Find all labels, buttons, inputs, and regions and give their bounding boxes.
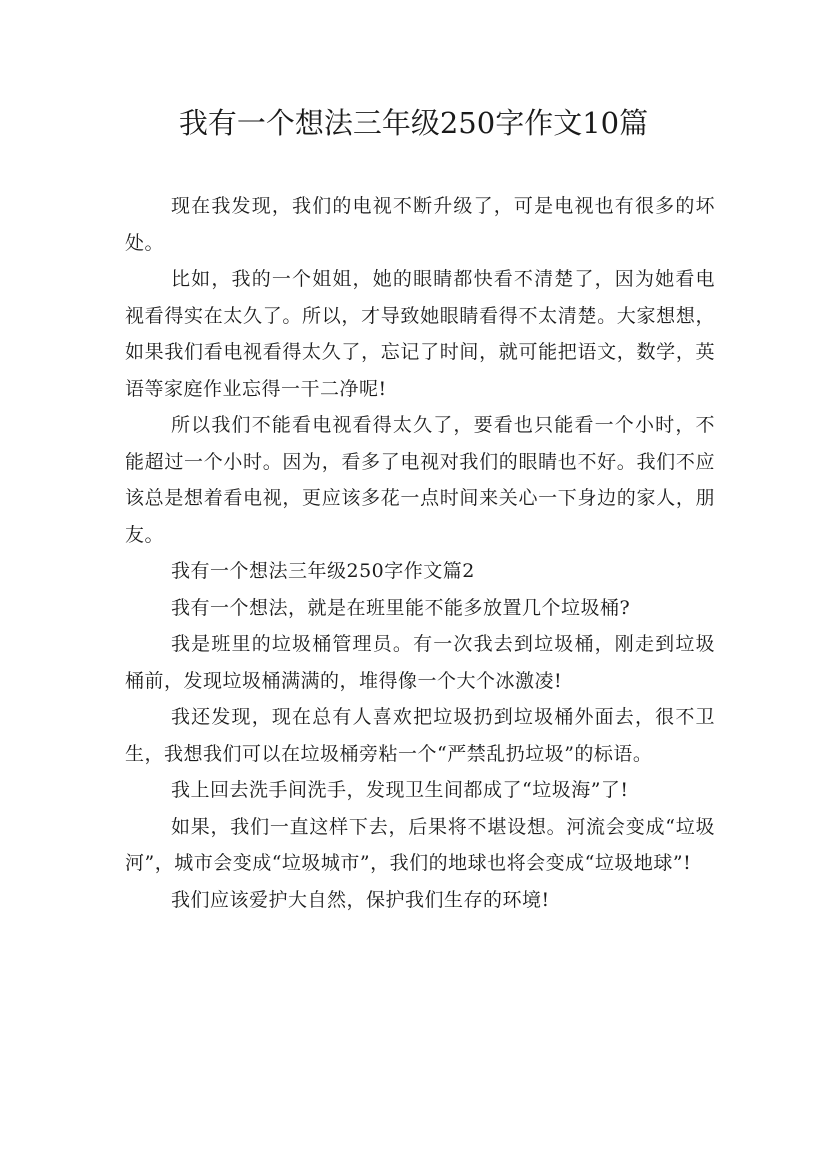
document-body — [125, 188, 715, 918]
paragraph: 所以我们不能看电视看得太久了，要看也只能看一个小时，不能超过一个小时。因为，看多了电视对我们的眼睛也不好。我们不应该总是想着看电视，更应该多花一点时间来关心一下身边的家人，朋友。 — [125, 414, 715, 546]
paragraph: 我有一个想法，就是在班里能不能多放置几个垃圾桶? — [171, 596, 631, 619]
paragraph: 我还发现，现在总有人喜欢把垃圾扔到垃圾桶外面去，很不卫生，我想我们可以在垃圾桶旁粘一个“严禁乱扔垃圾”的标语。 — [125, 706, 715, 765]
paragraph: 现在我发现，我们的电视不断升级了，可是电视也有很多的坏处。 — [125, 195, 715, 254]
section-heading: 我有一个想法三年级250字作文篇2 — [171, 560, 475, 582]
paragraph: 比如，我的一个姐姐，她的眼睛都快看不清楚了，因为她看电视看得实在太久了。所以，才导致她眼睛看得不太清楚。大家想想，如果我们看电视看得太久了，忘记了时间，就可能把语文，数学，英语等家庭作业忘得一干二净呢! — [125, 268, 715, 400]
paragraph: 我上回去洗手间洗手，发现卫生间都成了“垃圾海”了! — [171, 779, 629, 801]
paragraph: 如果，我们一直这样下去，后果将不堪设想。河流会变成“垃圾河”，城市会变成“垃圾城市”，我们的地球也将会变成“垃圾地球”! — [125, 815, 715, 874]
paragraph: 我们应该爱护大自然，保护我们生存的环境! — [171, 888, 550, 911]
document-title: 我有一个想法三年级250字作文10篇 — [178, 106, 649, 140]
paragraph: 我是班里的垃圾桶管理员。有一次我去到垃圾桶，刚走到垃圾桶前，发现垃圾桶满满的，堆得像一个大个冰激凌! — [125, 633, 715, 692]
